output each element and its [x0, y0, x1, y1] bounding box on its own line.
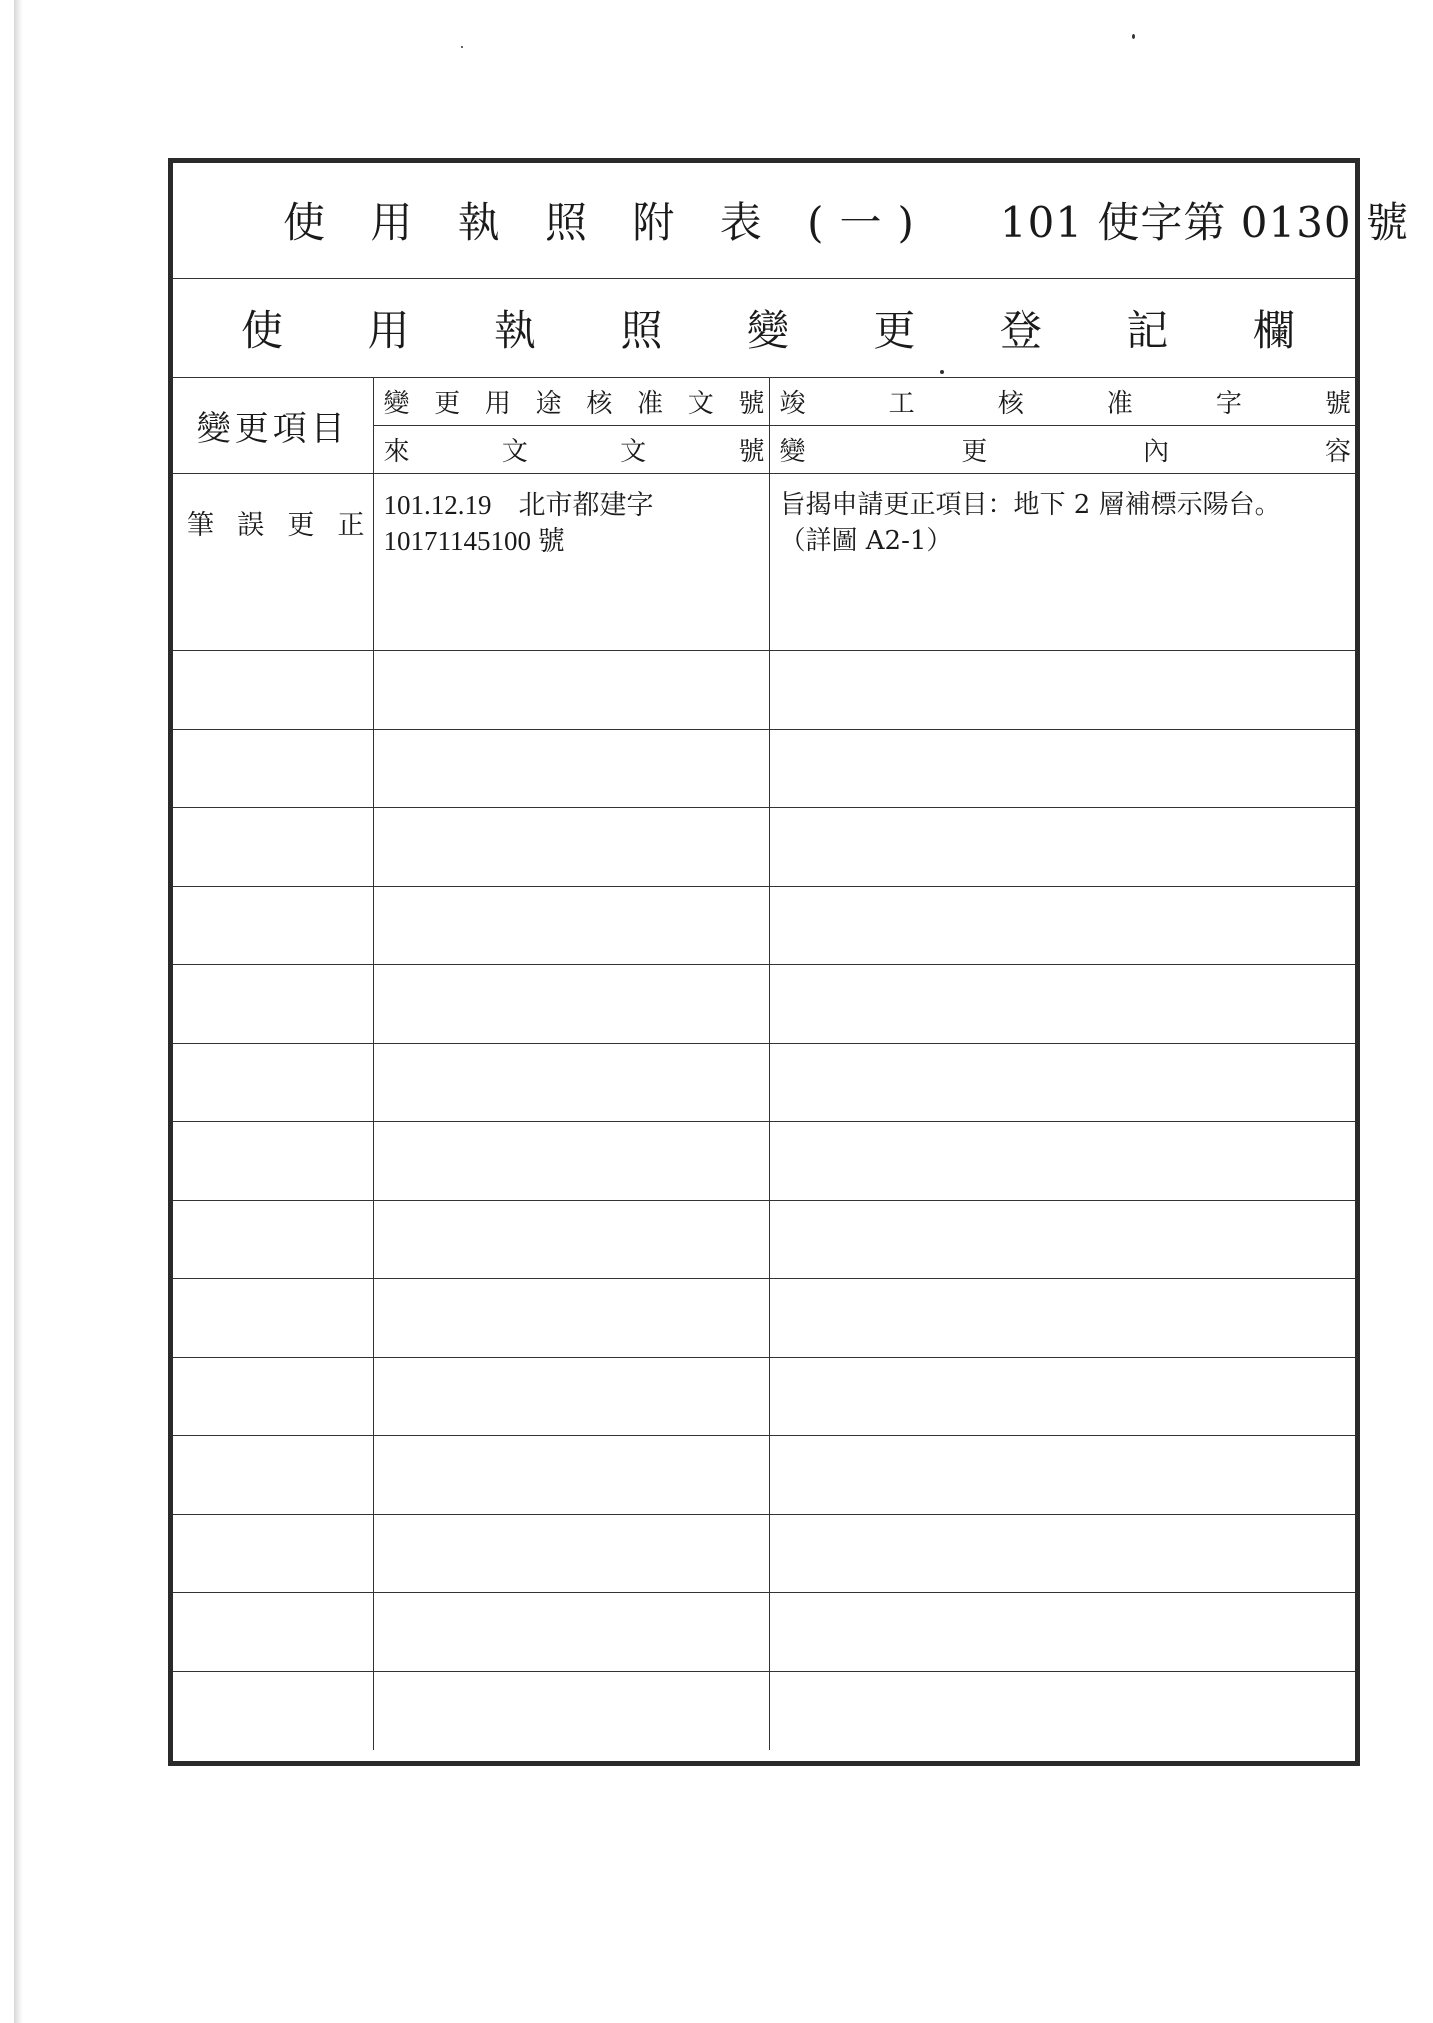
empty-category-cell	[173, 965, 373, 1044]
empty-document-cell	[373, 1593, 769, 1672]
empty-content-cell	[769, 1436, 1355, 1515]
empty-content-cell	[769, 1122, 1355, 1201]
change-item-header: 變更項目	[173, 377, 373, 473]
section-title: 使 用 執 照 變 更 登 記 欄	[241, 305, 1295, 355]
empty-content-cell	[769, 965, 1355, 1044]
empty-document-cell	[373, 572, 769, 651]
empty-document-cell	[373, 886, 769, 965]
empty-content-cell	[769, 1043, 1355, 1122]
doc-line-2: 10171145100 號	[383, 525, 565, 556]
empty-category-cell	[173, 1593, 373, 1672]
table-row	[173, 1436, 1355, 1515]
empty-content-cell	[769, 886, 1355, 965]
empty-category-cell	[173, 651, 373, 730]
empty-document-cell	[373, 1122, 769, 1201]
empty-document-cell	[373, 1043, 769, 1122]
table-row	[173, 965, 1355, 1044]
table-row	[173, 572, 1355, 651]
empty-category-cell	[173, 729, 373, 808]
empty-document-cell	[373, 1671, 769, 1750]
permit-number: 101 使字第 0130 號	[999, 198, 1409, 248]
empty-content-cell	[769, 651, 1355, 730]
empty-document-cell	[373, 1514, 769, 1593]
change-content-header: 變 更 內 容	[769, 425, 1355, 473]
empty-category-cell	[173, 1043, 373, 1122]
empty-document-cell	[373, 651, 769, 730]
empty-category-cell	[173, 1671, 373, 1750]
usage-permit-register-frame	[168, 158, 1409, 1766]
table-row	[173, 808, 1355, 887]
entry-category: 筆 誤 更 正	[173, 473, 373, 572]
empty-document-cell	[373, 729, 769, 808]
empty-content-cell	[769, 1279, 1355, 1358]
empty-category-cell	[173, 572, 373, 651]
table-row	[173, 1043, 1355, 1122]
table-row	[173, 651, 1355, 730]
table-row	[173, 886, 1355, 965]
doc-line-1: 101.12.19 北市都建字	[383, 489, 654, 520]
empty-category-cell	[173, 1436, 373, 1515]
scan-edge-shadow	[14, 0, 23, 2023]
empty-document-cell	[373, 1279, 769, 1358]
empty-rows	[173, 572, 1355, 1750]
empty-document-cell	[373, 1200, 769, 1279]
document-title-row	[173, 163, 1409, 278]
content-line-2: （詳圖 A2-1）	[779, 525, 953, 556]
empty-document-cell	[373, 1357, 769, 1436]
empty-content-cell	[769, 1671, 1355, 1750]
table-row	[173, 1357, 1355, 1436]
completion-approval-header: 竣 工 核 准 字 號	[769, 377, 1355, 425]
scan-speck	[461, 46, 463, 48]
scan-speck	[1132, 34, 1135, 39]
empty-category-cell	[173, 1357, 373, 1436]
table-row	[173, 729, 1355, 808]
empty-category-cell	[173, 1514, 373, 1593]
document-title: 使 用 執 照 附 表 (一)	[283, 198, 930, 248]
empty-content-cell	[769, 1593, 1355, 1672]
empty-document-cell	[373, 965, 769, 1044]
empty-category-cell	[173, 1279, 373, 1358]
table-row	[173, 1122, 1355, 1201]
approval-doc-header: 變 更 用 途 核 准 文 號	[373, 377, 769, 425]
empty-content-cell	[769, 729, 1355, 808]
table-row	[173, 1593, 1355, 1672]
empty-document-cell	[373, 1436, 769, 1515]
empty-category-cell	[173, 808, 373, 887]
empty-document-cell	[373, 808, 769, 887]
entry-document-number	[373, 473, 769, 572]
empty-content-cell	[769, 808, 1355, 887]
table-row	[173, 1514, 1355, 1593]
entry-change-content	[769, 473, 1355, 572]
table-row	[173, 1279, 1355, 1358]
table-row	[173, 473, 1355, 572]
empty-content-cell	[769, 1514, 1355, 1593]
incoming-doc-header: 來 文 文 號	[373, 425, 769, 473]
empty-content-cell	[769, 1357, 1355, 1436]
empty-category-cell	[173, 1122, 373, 1201]
table-row	[173, 1671, 1355, 1750]
empty-content-cell	[769, 1200, 1355, 1279]
empty-category-cell	[173, 1200, 373, 1279]
register-table	[173, 163, 1409, 1750]
empty-content-cell	[769, 572, 1355, 651]
empty-category-cell	[173, 886, 373, 965]
section-title-row	[173, 278, 1355, 377]
table-row	[173, 1200, 1355, 1279]
content-line-1: 旨揭申請更正項目：地下 2 層補標示陽台。	[779, 489, 1281, 520]
